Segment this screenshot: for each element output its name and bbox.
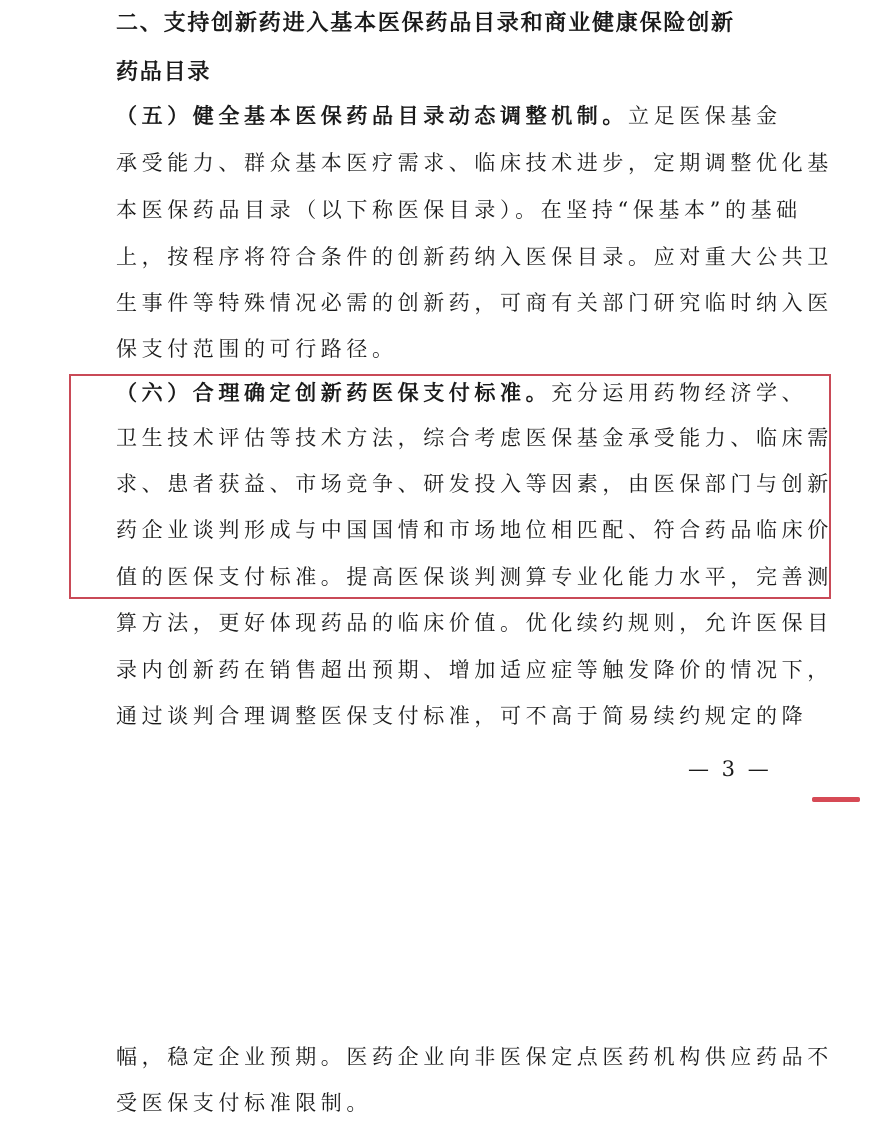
para6-line-1 [116, 378, 806, 408]
para6-line-6: 算方法，更好体现药品的临床价值。优化续约规则，允许医保目 [116, 611, 833, 635]
section-heading-line-2: 药品目录 [116, 60, 212, 85]
para5-line-5: 生事件等特殊情况必需的创新药，可商有关部门研究临时纳入医 [116, 291, 833, 315]
para6-line-8: 通过谈判合理调整医保支付标准，可不高于简易续约规定的降 [116, 704, 808, 728]
continuation-line-1: 幅，稳定企业预期。医药企业向非医保定点医药机构供应药品不 [116, 1045, 833, 1069]
para5-line-1-text: 立足医保基金 [628, 104, 782, 128]
para5-line-6: 保支付范围的可行路径。 [116, 337, 398, 361]
para5-line-4: 上，按程序将符合条件的创新药纳入医保目录。应对重大公共卫 [116, 245, 833, 269]
para5-line-3: 本医保药品目录（以下称医保目录）。在坚持“保基本”的基础 [116, 198, 802, 222]
para5-line-2: 承受能力、群众基本医疗需求、临床技术进步，定期调整优化基 [116, 151, 833, 175]
para5-label: （五）健全基本医保药品目录动态调整机制。 [116, 103, 628, 128]
continuation-line-2: 受医保支付标准限制。 [116, 1091, 372, 1115]
para6-line-4: 药企业谈判形成与中国国情和市场地位相匹配、符合药品临床价 [116, 518, 833, 542]
para6-line-7: 录内创新药在销售超出预期、增加适应症等触发降价的情况下， [116, 658, 833, 682]
section-heading-line-1: 二、支持创新药进入基本医保药品目录和商业健康保险创新 [116, 11, 735, 36]
para6-line-5: 值的医保支付标准。提高医保谈判测算专业化能力水平，完善测 [116, 565, 833, 589]
para6-label: （六）合理确定创新药医保支付标准。 [116, 380, 552, 405]
para6-line-3: 求、患者获益、市场竞争、研发投入等因素，由医保部门与创新 [116, 472, 833, 496]
page-number: — 3 — [688, 757, 772, 781]
red-mark [812, 797, 860, 802]
para6-line-2: 卫生技术评估等技术方法，综合考虑医保基金承受能力、临床需 [116, 426, 833, 450]
para5-line-1 [116, 101, 806, 131]
para6-line-1-text: 充分运用药物经济学、 [551, 381, 808, 405]
